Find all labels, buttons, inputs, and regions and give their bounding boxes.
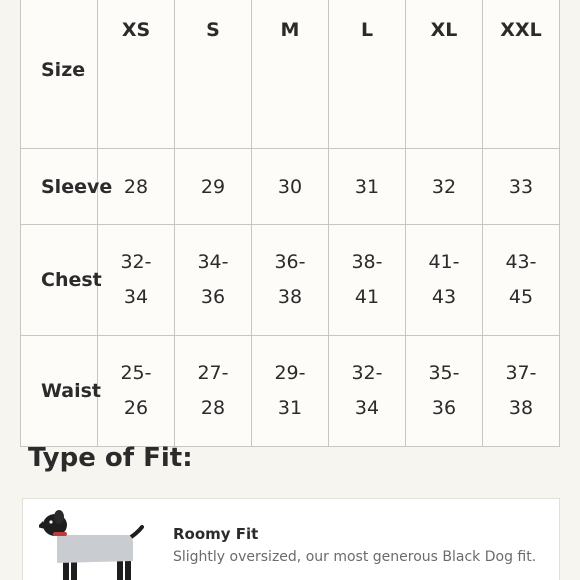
chest-cell [483, 225, 560, 336]
range-start: 37- [505, 362, 537, 384]
fit-card [22, 498, 560, 580]
size-header-row [21, 0, 560, 149]
waist-cell [252, 336, 329, 447]
range-start: 32- [351, 362, 383, 384]
waist-row [21, 336, 560, 447]
range-start: 29- [274, 362, 306, 384]
size-col-xxl: XXL [483, 0, 560, 149]
fit-title: Roomy Fit [173, 525, 259, 543]
range-end: 28 [200, 397, 226, 419]
range-end: 34 [354, 397, 380, 419]
size-chart-table [20, 0, 560, 447]
sleeve-cell: 30 [252, 149, 329, 225]
chest-cell [252, 225, 329, 336]
range-end: 41 [354, 286, 380, 308]
size-col-s: S [175, 0, 252, 149]
chest-cell [175, 225, 252, 336]
range-end: 36 [200, 286, 226, 308]
range-end: 36 [431, 397, 457, 419]
range-start: 36- [274, 251, 306, 273]
range-start: 38- [351, 251, 383, 273]
waist-cell [483, 336, 560, 447]
size-col-l: L [329, 0, 406, 149]
waist-cell [98, 336, 175, 447]
range-end: 38 [277, 286, 303, 308]
sleeve-cell: 29 [175, 149, 252, 225]
range-start: 34- [197, 251, 229, 273]
size-col-xs: XS [98, 0, 175, 149]
size-row-label: Size [21, 0, 98, 149]
range-start: 35- [428, 362, 460, 384]
waist-cell [406, 336, 483, 447]
size-col-m: M [252, 0, 329, 149]
sleeve-cell: 28 [98, 149, 175, 225]
chest-row-label: Chest [21, 225, 98, 336]
sleeve-cell: 32 [406, 149, 483, 225]
chest-row [21, 225, 560, 336]
fit-description: Slightly oversized, our most generous Black Dog fit. [173, 549, 537, 565]
sleeve-row [21, 149, 560, 225]
range-start: 27- [197, 362, 229, 384]
range-end: 45 [508, 286, 534, 308]
waist-cell [175, 336, 252, 447]
black-dog-in-shirt-icon [39, 505, 149, 580]
chest-cell [329, 225, 406, 336]
sleeve-cell: 33 [483, 149, 560, 225]
waist-row-label: Waist [21, 336, 98, 447]
range-start: 43- [505, 251, 537, 273]
chest-cell [406, 225, 483, 336]
range-end: 26 [123, 397, 149, 419]
sleeve-row-label: Sleeve [21, 149, 98, 225]
range-start: 41- [428, 251, 460, 273]
chest-cell [98, 225, 175, 336]
waist-cell [329, 336, 406, 447]
sleeve-cell: 31 [329, 149, 406, 225]
range-end: 43 [431, 286, 457, 308]
range-end: 31 [277, 397, 303, 419]
range-start: 25- [120, 362, 152, 384]
range-end: 34 [123, 286, 149, 308]
range-end: 38 [508, 397, 534, 419]
range-start: 32- [120, 251, 152, 273]
size-col-xl: XL [406, 0, 483, 149]
fit-type-heading: Type of Fit: [28, 443, 193, 473]
